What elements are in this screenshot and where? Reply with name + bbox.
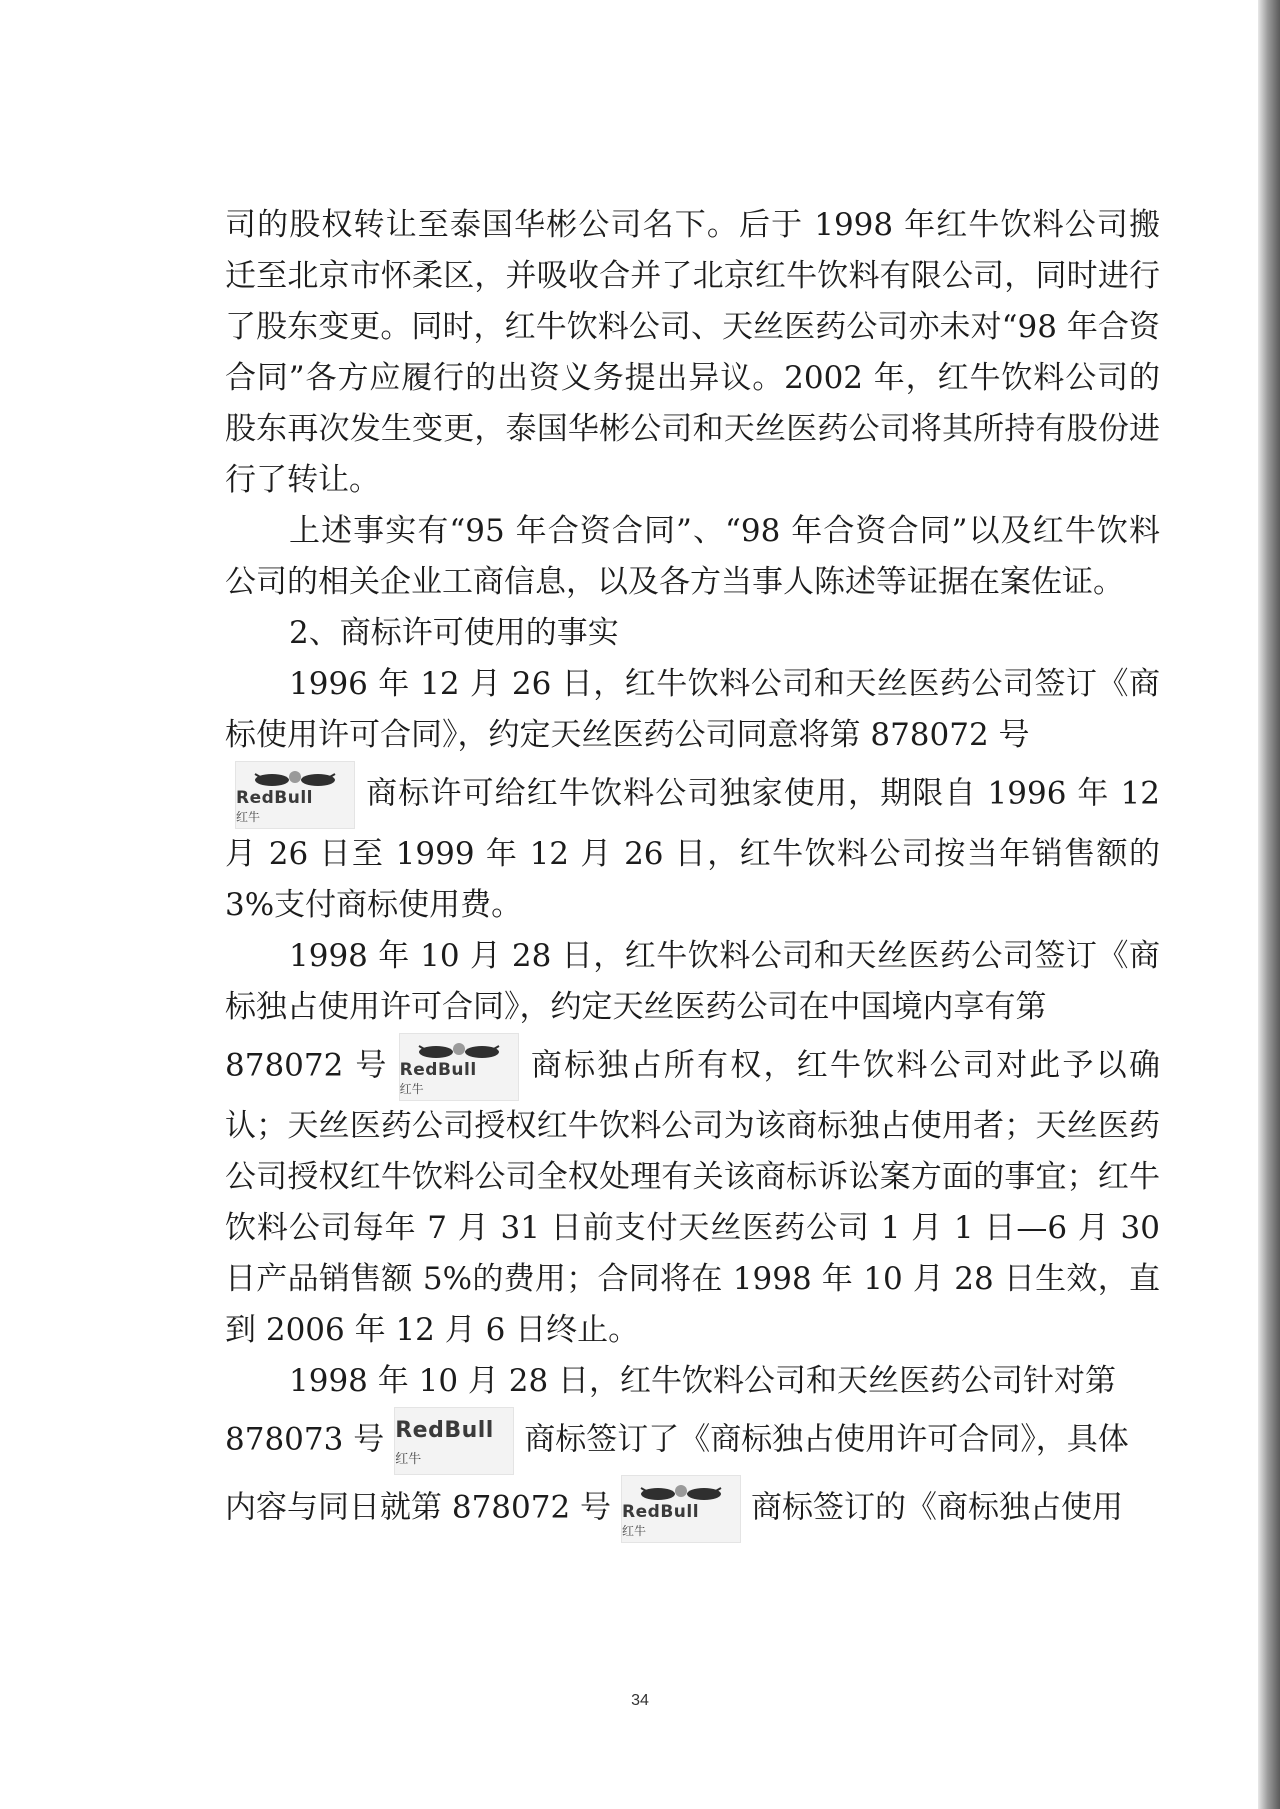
section-heading-trademark-license: 2、商标许可使用的事实 xyxy=(289,615,619,651)
paragraph-text: 商标签订了《商标独占使用许可合同》，具体 xyxy=(524,1421,1129,1458)
paragraph-text: 1996 年 12 月 26 日，红牛饮料公司和天丝医药公司签订《商标使用许可合同》，约定天丝医药公司同意将第 878072 号 xyxy=(225,666,1160,753)
paragraph-evidence: 上述事实有“95 年合资合同”、“98 年合资合同”以及红牛饮料公司的相关企业工商信息，以及各方当事人陈述等证据在案佐证。 xyxy=(225,513,1160,600)
trademark-number: 878072 号 xyxy=(225,1047,389,1084)
charging-bulls-icon xyxy=(636,1482,726,1502)
trademark-text-en: RedBull xyxy=(236,788,314,808)
trademark-text-en: RedBull xyxy=(395,1418,494,1443)
scan-edge-shadow xyxy=(1258,0,1280,1809)
paragraph-text: 商标签订的《商标独占使用 xyxy=(751,1489,1124,1526)
trademark-number: 878073 号 xyxy=(225,1421,385,1458)
redbull-wordmark-logo xyxy=(394,1407,514,1475)
paragraph-text: 1998 年 10 月 28 日，红牛饮料公司和天丝医药公司签订《商标独占使用许可合同》，约定天丝医药公司在中国境内享有第 xyxy=(225,938,1160,1025)
trademark-text-cn: 红牛 xyxy=(622,1524,647,1538)
charging-bulls-icon xyxy=(250,768,340,788)
redbull-trademark-logo xyxy=(621,1475,741,1543)
trademark-text-en: RedBull xyxy=(399,1060,477,1080)
charging-bulls-icon xyxy=(414,1040,504,1060)
trademark-text-cn: 红牛 xyxy=(395,1452,422,1467)
trademark-text-en: RedBull xyxy=(622,1502,700,1522)
redbull-trademark-logo xyxy=(235,761,355,829)
paragraph-text: 内容与同日就第 878072 号 xyxy=(225,1489,612,1526)
paragraph-text: 商标独占所有权，红牛饮料公司对此予以确认；天丝医药公司授权红牛饮料公司为该商标独占使用者；天丝医药公司授权红牛饮料公司全权处理有关该商标诉讼案方面的事宜；红牛饮料公司每年 7 月 31 日前支付天丝医药公司 1 月 1 日—6 月 30 日产品销售额 5%的费用；合同将在 1998 年 10 月 28 日生效，直到 2006 年 12 月 6 日终止。 xyxy=(225,1047,1160,1348)
paragraph-exclusive-license-878072 xyxy=(225,931,1160,1356)
paragraph-text: 商标许可给红牛饮料公司独家使用，期限自 1996 年 12 月 26 日至 1999 年 12 月 26 日，红牛饮料公司按当年销售额的 3%支付商标使用费。 xyxy=(225,775,1160,923)
trademark-text-cn: 红牛 xyxy=(399,1082,424,1096)
page-number: 34 xyxy=(631,1692,649,1709)
paragraph-equity-transfer: 司的股权转让至泰国华彬公司名下。后于 1998 年红牛饮料公司搬迁至北京市怀柔区，并吸收合并了北京红牛饮料有限公司，同时进行了股东变更。同时，红牛饮料公司、天丝医药公司亦未对“98 年合资合同”各方应履行的出资义务提出异议。2002 年，红牛饮料公司的股东再次发生变更，泰国华彬公司和天丝医药公司将其所持有股份进行了转让。 xyxy=(225,207,1160,498)
trademark-text-cn: 红牛 xyxy=(236,810,261,824)
paragraph-license-1996 xyxy=(225,659,1160,931)
paragraph-text: 1998 年 10 月 28 日，红牛饮料公司和天丝医药公司针对第 xyxy=(289,1363,1117,1399)
paragraph-exclusive-license-878073 xyxy=(225,1356,1160,1543)
document-body xyxy=(225,200,1160,1543)
redbull-trademark-logo xyxy=(399,1033,519,1101)
